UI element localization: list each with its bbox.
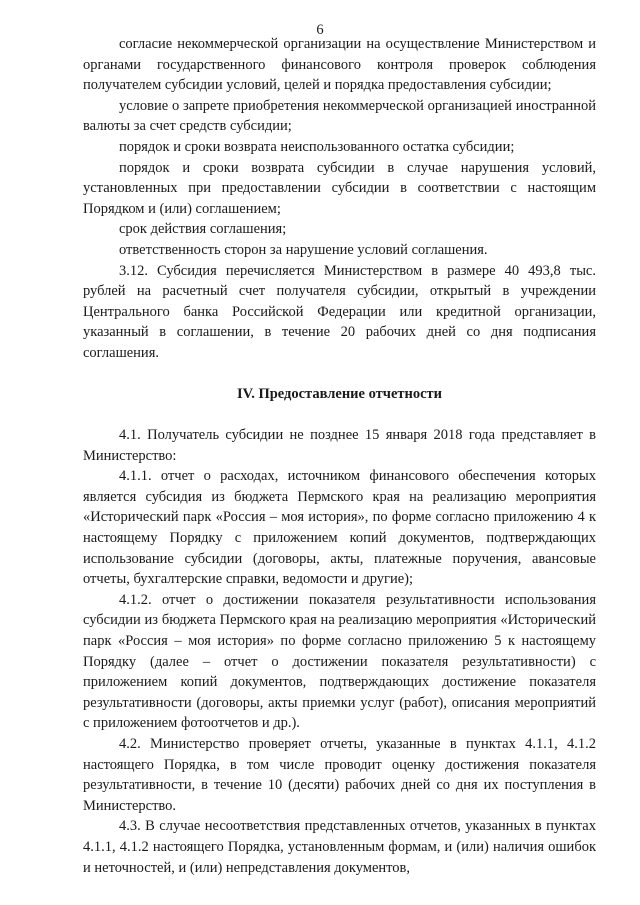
paragraph: согласие некоммерческой организации на осуществление Министерством и органами государственного финансового контроля проверок соблюдения получателем субсидии условий, целей и порядка предоставления субсидии; — [83, 36, 596, 94]
paragraph: ответственность сторон за нарушение условий соглашения. — [119, 241, 488, 258]
paragraph: 4.2. Министерство проверяет отчеты, указанные в пунктах 4.1.1, 4.1.2 настоящего Порядка, в том числе проводит оценку достижения показателя результативности, в течение 10 (десяти) рабочих дней со дня их поступления в Министерство. — [83, 736, 596, 814]
section-heading: IV. Предоставление отчетности — [236, 385, 443, 402]
paragraph: 4.1.2. отчет о достижении показателя результативности использования субсидии из бюджета Пермского края на реализацию мероприятия «Исторический парк «Россия – моя история» по форме согласно приложению 5 к настоящему Порядку (далее – отчет о достижении показателя результативности) с приложением копий документов, подтверждающих достижение показателя результативности (договоры, акты приемки услуг (работ), описания мероприятий с приложением фотоотчетов и др.). — [83, 591, 596, 732]
spacer — [83, 364, 596, 384]
paragraph: порядок и сроки возврата субсидии в случае нарушения условий, установленных при предоставлении субсидии в соответствии с настоящим Порядком и (или) соглашением; — [83, 159, 596, 217]
page-number: 6 — [316, 22, 324, 38]
paragraph: 4.1. Получатель субсидии не позднее 15 января 2018 года представляет в Министерство: — [83, 427, 596, 464]
paragraph: срок действия соглашения; — [119, 221, 287, 238]
paragraph: 4.1.1. отчет о расходах, источником финансового обеспечения которых является субсидия из бюджета Пермского края на реализацию мероприятия «Исторический парк «Россия – моя история», по форме согласно приложению 4 к настоящему Порядку с приложением копий документов, подтверждающих использование субсидии (договоры, акты, платежные поручения, авансовые отчеты, бухгалтерские справки, ведомости и другие); — [83, 468, 596, 588]
spacer — [83, 404, 596, 425]
paragraph: порядок и сроки возврата неиспользованного остатка субсидии; — [119, 138, 515, 155]
paragraph: условие о запрете приобретения некоммерческой организацией иностранной валюты за счет средств субсидии; — [83, 97, 596, 135]
paragraph: 3.12. Субсидия перечисляется Министерством в размере 40 493,8 тыс. рублей на расчетный счет получателя субсидии, открытый в учреждении Центрального банка Российской Федерации или кредитной организации, указанный в соглашении, в течение 20 рабочих дней со дня подписания соглашения. — [83, 262, 596, 361]
paragraph: 4.3. В случае несоответствия представленных отчетов, указанных в пунктах 4.1.1, 4.1.2 настоящего Порядка, установленным формам, и (или) наличия ошибок и неточностей, и (или) непредставления документов, — [83, 818, 596, 876]
document-body — [83, 34, 596, 878]
